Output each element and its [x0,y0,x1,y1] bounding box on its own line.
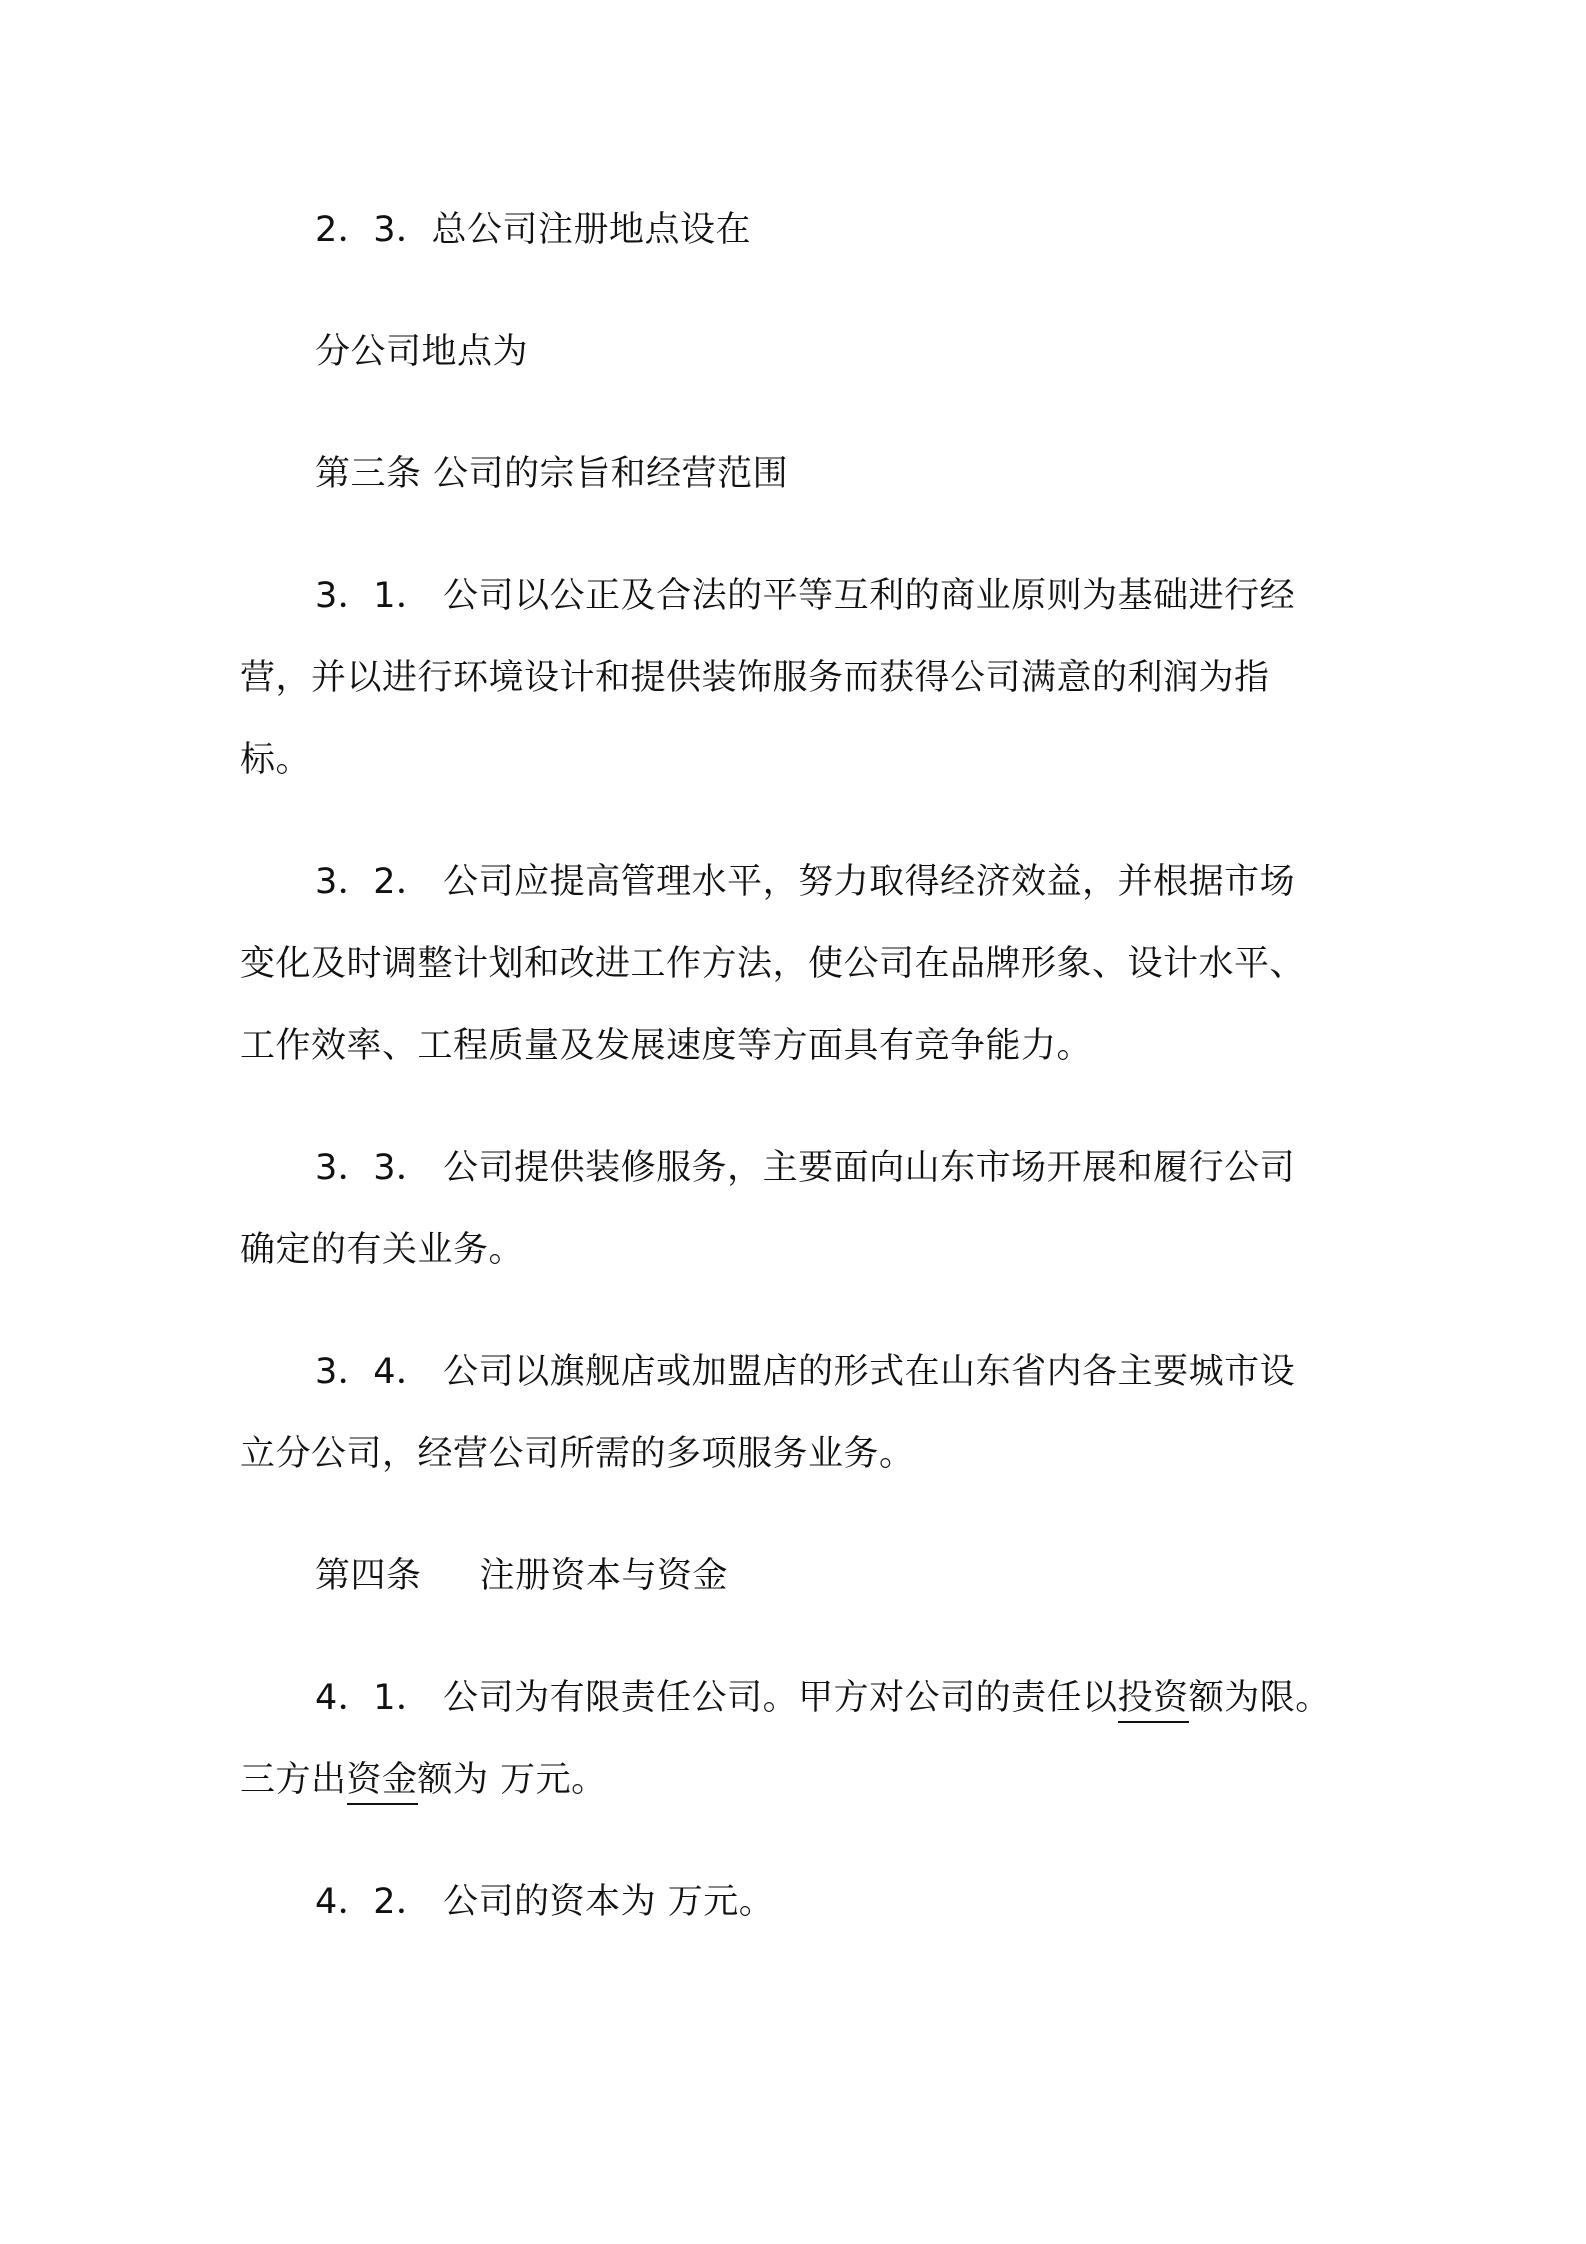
article-4-title [315,1554,728,1598]
clause-4-2: 4．2． 公司的资本为 万元。 [315,1882,775,1922]
clause-4-1-text-c: 三方出 [240,1760,347,1800]
clause-4-1-text-a: 4．1． 公司为有限责任公司。甲方对公司的责任以 [315,1678,1118,1718]
clause-3-2-line-3: 工作效率、工程质量及发展速度等方面具有竞争能力。 [240,1026,1093,1066]
article-4-label: 第四条 [315,1556,422,1596]
clause-4-1-text-b: 额为限。 [1188,1678,1331,1718]
article-3-title: 第三条 公司的宗旨和经营范围 [315,454,789,494]
clause-3-2-line-1: 3．2． 公司应提高管理水平，努力取得经济效益，并根据市场 [315,862,1296,902]
capital-underlined-term: 资金 [347,1760,418,1805]
clause-3-4-line-1: 3．4． 公司以旗舰店或加盟店的形式在山东省内各主要城市设 [315,1352,1296,1392]
clause-3-2-line-2: 变化及时调整计划和改进工作方法，使公司在品牌形象、设计水平、 [240,944,1306,984]
clause-3-3-line-2: 确定的有关业务。 [240,1230,525,1270]
clause-3-3-line-1: 3．3． 公司提供装修服务，主要面向山东市场开展和履行公司 [315,1148,1296,1188]
clause-4-1-text-d: 额为 万元。 [417,1760,607,1800]
clause-3-1-line-3: 标。 [240,740,312,780]
clause-2-3: 2．3．总公司注册地点设在 [315,210,752,250]
clause-4-1-line-1 [315,1676,1331,1720]
clause-3-1-line-2: 营，并以进行环境设计和提供装饰服务而获得公司满意的利润为指 [240,658,1270,698]
clause-3-4-line-2: 立分公司，经营公司所需的多项服务业务。 [240,1434,915,1474]
branch-location-line: 分公司地点为 [315,332,529,372]
clause-4-1-line-2 [240,1758,607,1802]
clause-3-1-line-1: 3．1． 公司以公正及合法的平等互利的商业原则为基础进行经 [315,576,1296,616]
article-4-heading: 注册资本与资金 [479,1556,729,1596]
investment-underlined-term: 投资 [1118,1678,1189,1723]
